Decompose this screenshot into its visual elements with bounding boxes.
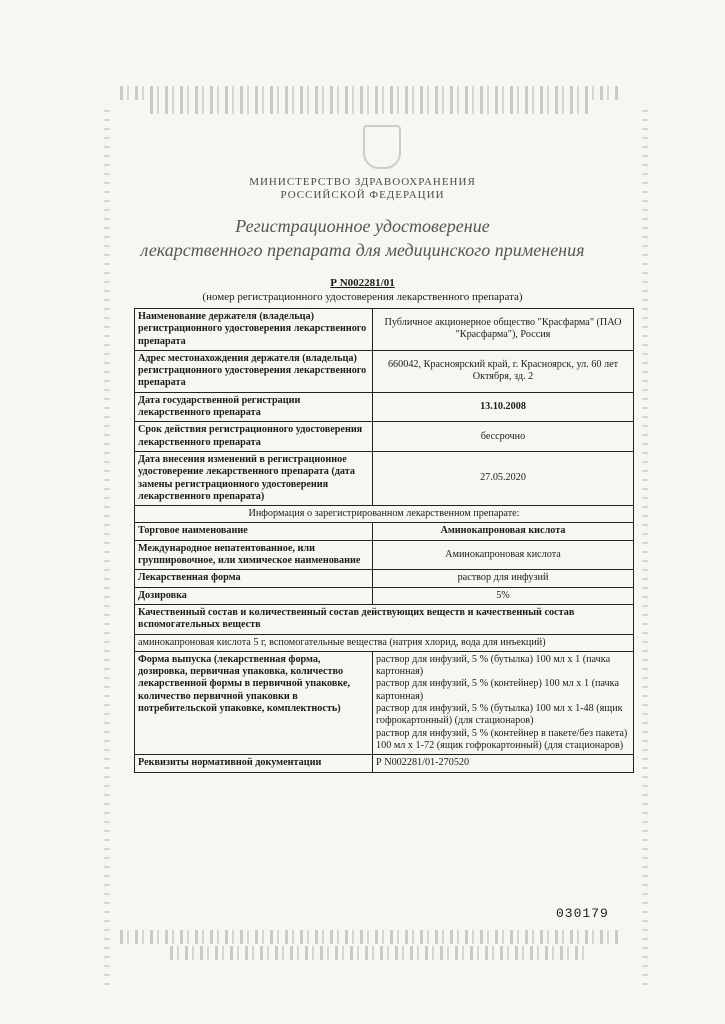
table-row bbox=[135, 523, 634, 540]
table-row bbox=[135, 540, 634, 570]
form-serial-number: 030179 bbox=[556, 906, 609, 921]
registration-number-block bbox=[0, 276, 725, 304]
change-date-label: Дата внесения изменений в регистрационное удостоверение лекарственного препарата (дата замены регистрационного удостоверения лекарственного препарата) bbox=[135, 451, 373, 505]
info-heading: Информация о зарегистрированном лекарственном препарате: bbox=[135, 506, 634, 523]
scan-noise-top-2 bbox=[150, 100, 590, 114]
registration-date-value: 13.10.2008 bbox=[373, 392, 634, 422]
inn-value: Аминокапроновая кислота bbox=[373, 540, 634, 570]
certificate-title: Регистрационное удостоверение лекарственного препарата для медицинского применения bbox=[140, 216, 585, 260]
table-row bbox=[135, 755, 634, 772]
table-row bbox=[135, 309, 634, 351]
table-row bbox=[135, 587, 634, 604]
inn-label: Международное непатентованное, или группировочное, или химическое наименование bbox=[135, 540, 373, 570]
dosage-form-value: раствор для инфузий bbox=[373, 570, 634, 587]
release-form-item: раствор для инфузий, 5 % (контейнер в пакете/без пакета) 100 мл x 1-72 (ящик гофрокартонный) (для стационаров) bbox=[376, 727, 628, 751]
holder-address-label: Адрес местонахождения держателя (владельца) регистрационного удостоверения лекарственного препарата bbox=[135, 350, 373, 392]
table-row bbox=[135, 651, 634, 754]
table-row bbox=[135, 604, 634, 634]
dosage-label: Дозировка bbox=[135, 587, 373, 604]
release-form-item: раствор для инфузий, 5 % (бутылка) 100 мл x 1 (пачка картонная) bbox=[376, 653, 611, 678]
state-emblem-icon bbox=[363, 125, 401, 169]
table-row bbox=[135, 422, 634, 452]
validity-label: Срок действия регистрационного удостоверения лекарственного препарата bbox=[135, 422, 373, 452]
release-form-item: раствор для инфузий, 5 % (контейнер) 100 мл x 1 (пачка картонная) bbox=[376, 678, 619, 702]
holder-name-label: Наименование держателя (владельца) регистрационного удостоверения лекарственного препарата bbox=[135, 309, 373, 351]
table-row bbox=[135, 634, 634, 651]
release-form-item: раствор для инфузий, 5 % (бутылка) 100 мл x 1-48 (ящик гофрокартонный) (для стационаров) bbox=[376, 703, 623, 727]
scan-noise-top bbox=[120, 86, 620, 100]
registration-number-caption: (номер регистрационного удостоверения лекарственного препарата) bbox=[202, 291, 523, 303]
registration-date-label: Дата государственной регистрации лекарственного препарата bbox=[135, 392, 373, 422]
holder-name-value: Публичное акционерное общество "Красфарма" (ПАО "Красфарма"), Россия bbox=[373, 309, 634, 351]
dosage-form-label: Лекарственная форма bbox=[135, 570, 373, 587]
table-row bbox=[135, 392, 634, 422]
change-date-value: 27.05.2020 bbox=[373, 451, 634, 505]
certificate-table bbox=[134, 308, 634, 773]
release-forms-list bbox=[373, 651, 634, 754]
normative-doc-label: Реквизиты нормативной документации bbox=[135, 755, 373, 772]
trade-name-value: Аминокапроновая кислота bbox=[373, 523, 634, 540]
registration-number: Р N002281/01 bbox=[330, 277, 395, 289]
ministry-name: МИНИСТЕРСТВО ЗДРАВООХРАНЕНИЯ РОССИЙСКОЙ ФЕДЕРАЦИИ bbox=[249, 176, 476, 201]
validity-value: бессрочно bbox=[373, 422, 634, 452]
table-row bbox=[135, 350, 634, 392]
scan-noise-bottom bbox=[120, 930, 620, 944]
normative-doc-value: Р N002281/01-270520 bbox=[373, 755, 634, 772]
table-row bbox=[135, 451, 634, 505]
composition-heading: Качественный состав и количественный состав действующих веществ и качественный состав вспомогательных веществ bbox=[135, 604, 634, 634]
holder-address-value: 660042, Красноярский край, г. Красноярск, ул. 60 лет Октября, зд. 2 bbox=[373, 350, 634, 392]
dosage-value: 5% bbox=[373, 587, 634, 604]
release-form-label: Форма выпуска (лекарственная форма, дозировка, первичная упаковка, количество лекарственной формы в первичной упаковке, количество первичной упаковки в потребительской упаковке, комплектность) bbox=[135, 651, 373, 754]
table-row bbox=[135, 506, 634, 523]
table-row bbox=[135, 570, 634, 587]
trade-name-label: Торговое наименование bbox=[135, 523, 373, 540]
scan-noise-bottom-2 bbox=[170, 946, 590, 960]
composition-value: аминокапроновая кислота 5 г, вспомогательные вещества (натрия хлорид, вода для инъекций) bbox=[135, 634, 634, 651]
